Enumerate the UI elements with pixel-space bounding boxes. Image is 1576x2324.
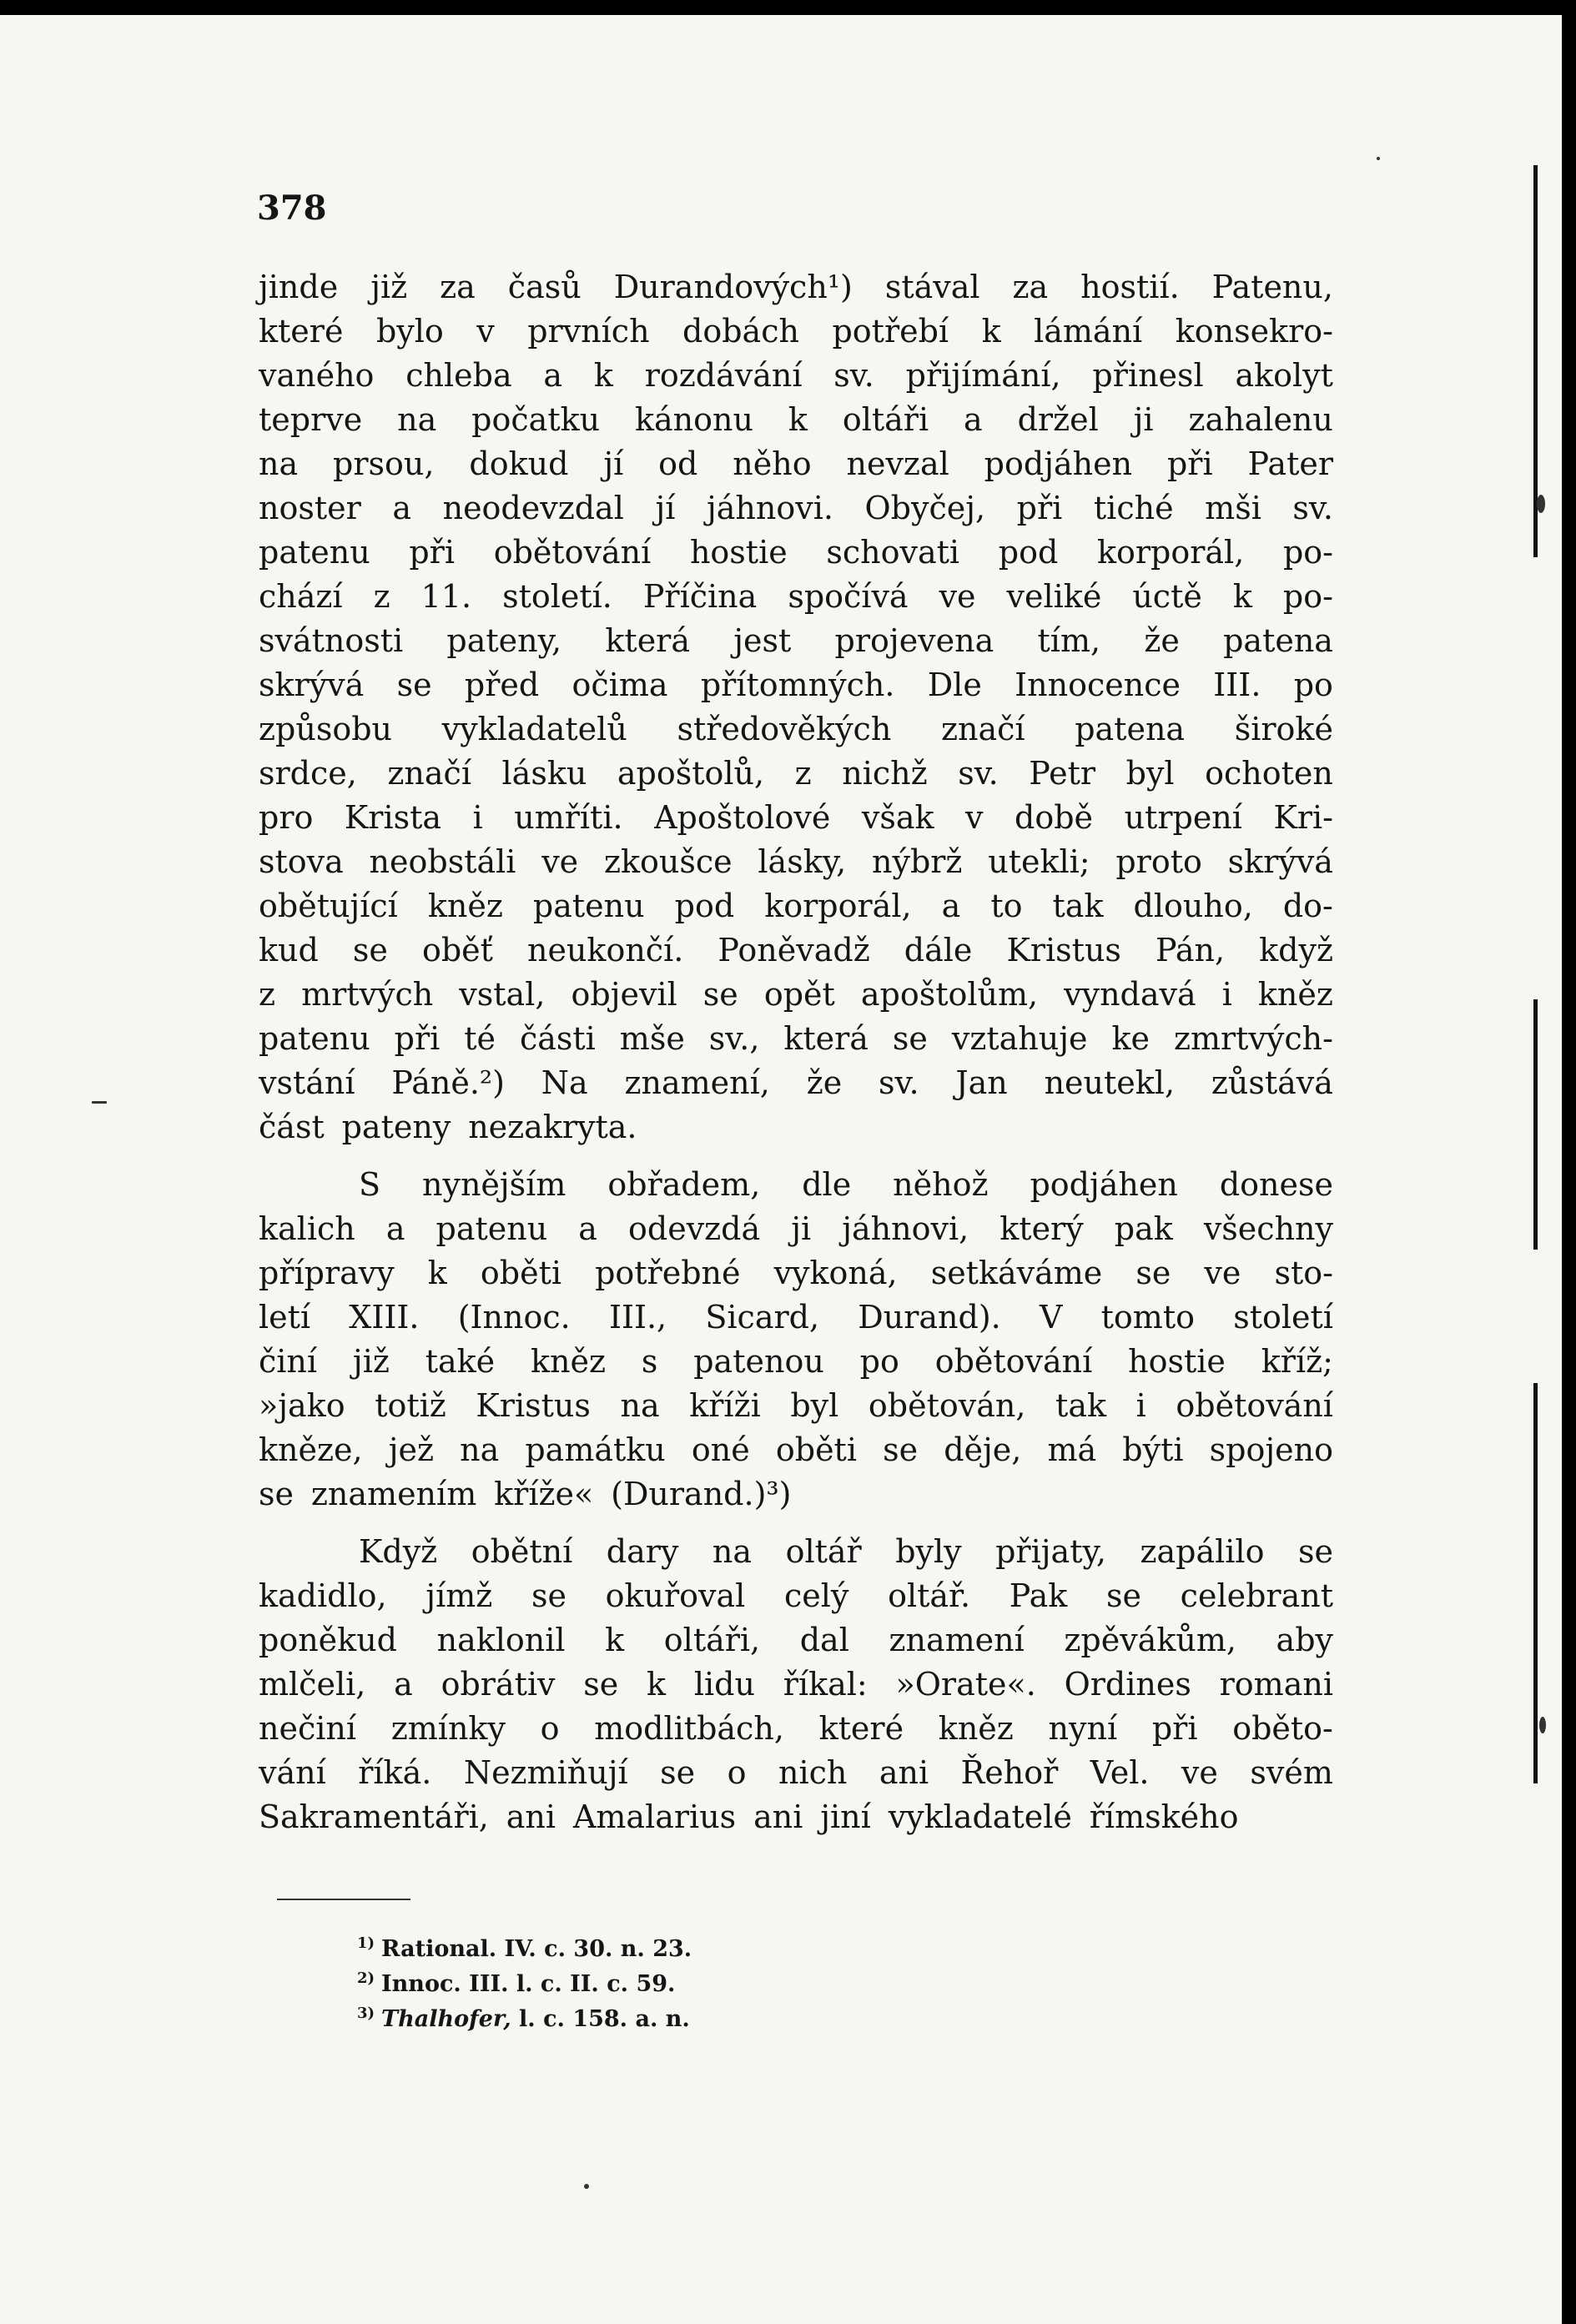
scan-speck xyxy=(1537,495,1545,513)
paragraph xyxy=(259,265,1333,1149)
footnote-author: Thalhofer, xyxy=(381,2006,511,2032)
footnote xyxy=(357,2002,692,2037)
text-line: stova neobstáli ve zkoušce lásky, nýbrž utekli; proto skrývá xyxy=(259,843,1333,880)
text-line: teprve na počatku kánonu k oltáři a držel ji zahalenu xyxy=(259,401,1333,438)
text-line: noster a neodevzdal jí jáhnovi. Obyčej, při tiché mši sv. xyxy=(259,490,1333,526)
body-text xyxy=(259,265,1333,1853)
footnote-text: Innoc. III. l. c. II. c. 59. xyxy=(381,1971,676,1997)
text-line: vání říká. Nezmiňují se o nich ani Řehoř Vel. ve svém xyxy=(259,1754,1333,1791)
paragraph xyxy=(259,1530,1333,1839)
text-line: se znamením kříže« (Durand.)³) xyxy=(259,1476,792,1512)
text-line: přípravy k oběti potřebné vykoná, setkáváme se ve sto- xyxy=(259,1255,1333,1291)
text-line: činí již také kněz s patenou po obětování hostie kříž; xyxy=(259,1343,1333,1380)
text-line: kalich a patenu a odevzdá ji jáhnovi, který pak všechny xyxy=(259,1210,1333,1247)
text-line: patenu při obětování hostie schovati pod korporál, po- xyxy=(259,534,1333,571)
text-line: srdce, značí lásku apoštolů, z nichž sv. Petr byl ochoten xyxy=(259,755,1333,792)
scan-edge-mark xyxy=(1533,1383,1538,1783)
scan-speck xyxy=(92,1101,107,1104)
text-line: z mrtvých vstal, objevil se opět apoštolům, vyndavá i kněz xyxy=(259,976,1333,1013)
text-line: obětující kněz patenu pod korporál, a to tak dlouho, do- xyxy=(259,888,1333,924)
footnote-mark: 2) xyxy=(357,1969,375,1987)
text-line: vstání Páně.²) Na znamení, že sv. Jan neutekl, zůstává xyxy=(259,1064,1333,1101)
text-line: mlčeli, a obrátiv se k lidu říkal: »Orate«. Ordines romani xyxy=(259,1666,1333,1703)
text-line: »jako totiž Kristus na kříži byl obětován, tak i obětování xyxy=(259,1387,1333,1424)
text-line: Sakramentáři, ani Amalarius ani jiní vykladatelé římského xyxy=(259,1798,1239,1835)
text-line: patenu při té části mše sv., která se vztahuje ke zmrtvých- xyxy=(259,1020,1333,1057)
scan-border xyxy=(1562,0,1576,2324)
text-line: pro Krista i umříti. Apoštolové však v době utrpení Kri- xyxy=(259,799,1333,836)
footnotes xyxy=(357,1932,692,2037)
text-line: které bylo v prvních dobách potřebí k lámání konsekro- xyxy=(259,313,1333,350)
text-line: část pateny nezakryta. xyxy=(259,1109,637,1145)
text-line: kud se oběť neukončí. Poněvadž dále Kristus Pán, když xyxy=(259,932,1333,968)
footnote-text: l. c. 158. a. n. xyxy=(511,2006,690,2032)
text-line: způsobu vykladatelů středověkých značí patena široké xyxy=(259,711,1333,747)
text-line: na prsou, dokud jí od něho nevzal podjáhen při Pater xyxy=(259,445,1333,482)
text-line: Když obětní dary na oltář byly přijaty, zapálilo se xyxy=(359,1533,1333,1570)
text-line: chází z 11. století. Příčina spočívá ve veliké úctě k po- xyxy=(259,578,1333,615)
footnote xyxy=(357,1932,692,1967)
text-line: poněkud naklonil k oltáři, dal znamení zpěvákům, aby xyxy=(259,1622,1333,1658)
text-line: vaného chleba a k rozdávání sv. přijímání, přinesl akolyt xyxy=(259,357,1333,394)
scan-speck xyxy=(584,2184,589,2189)
text-line: kněze, jež na památku oné oběti se děje, má býti spojeno xyxy=(259,1431,1333,1468)
text-line: nečiní zmínky o modlitbách, které kněz nyní při oběto- xyxy=(259,1710,1333,1747)
paragraph xyxy=(259,1163,1333,1517)
footnote-mark: 3) xyxy=(357,2005,375,2022)
scan-edge-mark xyxy=(1533,999,1538,1250)
text-line: kadidlo, jímž se okuřoval celý oltář. Pak se celebrant xyxy=(259,1577,1333,1614)
page-number: 378 xyxy=(257,189,327,228)
text-line: svátnosti pateny, která jest projevena tím, že patena xyxy=(259,622,1333,659)
scan-speck xyxy=(1539,1717,1546,1733)
scan-speck xyxy=(1377,157,1380,160)
text-line: S nynějším obřadem, dle něhož podjáhen donese xyxy=(359,1166,1333,1203)
footnote-divider xyxy=(277,1899,410,1900)
text-line: jinde již za časů Durandových¹) stával za hostií. Patenu, xyxy=(259,269,1333,305)
text-line: letí XIII. (Innoc. III., Sicard, Durand). V tomto století xyxy=(259,1299,1333,1336)
text-line: skrývá se před očima přítomných. Dle Innocence III. po xyxy=(259,667,1333,703)
footnote-text: Rational. IV. c. 30. n. 23. xyxy=(381,1936,692,1962)
footnote-mark: 1) xyxy=(357,1934,375,1952)
book-page xyxy=(0,15,1562,2324)
footnote xyxy=(357,1967,692,2002)
